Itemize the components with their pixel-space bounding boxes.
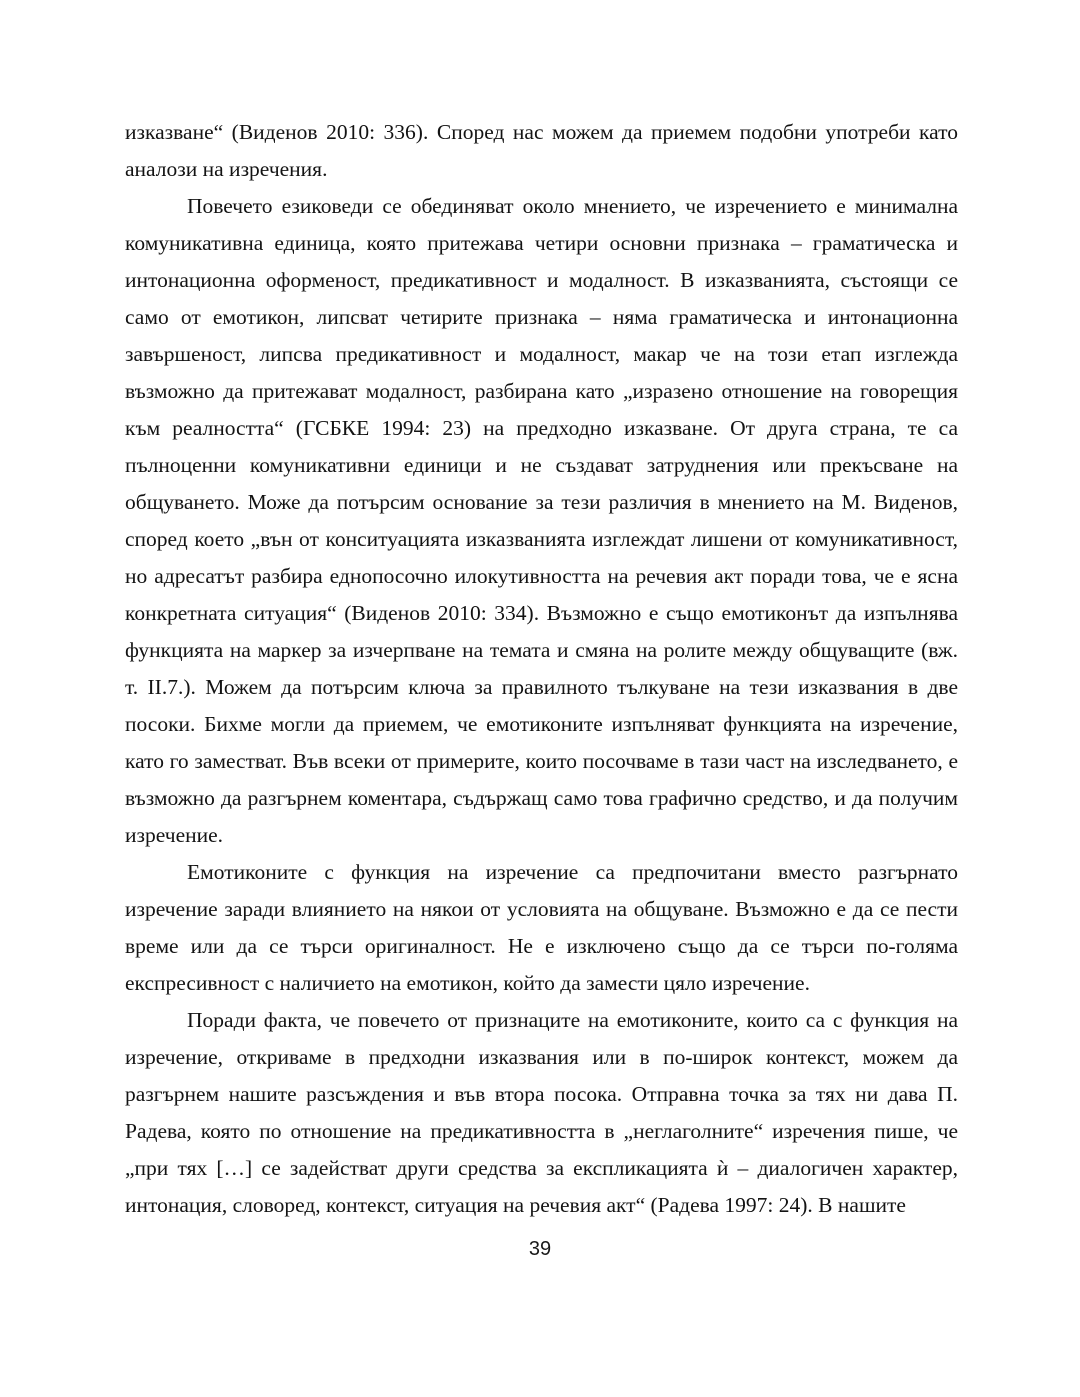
paragraph: Емотиконите с функция на изречение са предпочитани вместо разгърнато изречение заради влиянието на някои от условията на общуване. Възможно е да се пести време или да се търси оригиналност. Не е изключено също да се търси по-голяма експресивност с наличието на емотикон, който да замести цяло изречение. [125, 860, 958, 995]
paragraph-continuation: изказване“ (Виденов 2010: 336). Според нас можем да приемем подобни употреби като аналози на изречения. [125, 120, 958, 181]
text-block [125, 114, 958, 1224]
paragraph: Поради факта, че повечето от признаците на емотиконите, които са с функция на изречение, откриваме в предходни изказвания или в по-широк контекст, можем да разгърнем нашите разсъждения и във втора посока. Отправна точка за тях ни дава П. Радева, която по отношение на предикативността в „неглаголните“ изречения пише, че „при тях […] се задействат други средства за експликацията ѝ – диалогичен характер, интонация, словоред, контекст, ситуация на речевия акт“ (Радева 1997: 24). В нашите [125, 1008, 958, 1217]
paragraph: Повечето езиковеди се обединяват около мнението, че изречението е минимална комуникативна единица, която притежава четири основни признака – граматическа и интонационна оформеност, предикативност и модалност. В изказванията, състоящи се само от емотикон, липсват четирите признака – няма граматическа и интонационна завършеност, липсва предикативност и модалност, макар че на този етап изглежда възможно да притежават модалност, разбирана като „изразено отношение на говорещия към реалността“ (ГСБКЕ 1994: 23) на предходно изказване. От друга страна, те са пълноценни комуникативни единици и не създават затруднения или прекъсване на общуването. Може да потърсим основание за тези различия в мнението на М. Виденов, според което „вън от конситуацията изказванията изглеждат лишени от комуникативност, но адресатът разбира еднопосочно илокутивността на речевия акт поради това, че е ясна конкретната ситуация“ (Виденов 2010: 334). Възможно е също емотиконът да изпълнява функцията на маркер за изчерпване на темата и смяна на ролите между общуващите (вж. т. II.7.). Можем да потърсим ключа за правилното тълкуване на тези изказвания в две посоки. Бихме могли да приемем, че емотиконите изпълняват функцията на изречение, като го заместват. Във всеки от примерите, които посочваме в тази част на изследването, е възможно да разгърнем коментара, съдържащ само това графично средство, и да получим изречение. [125, 194, 958, 847]
page-number: 39 [528, 1238, 552, 1260]
